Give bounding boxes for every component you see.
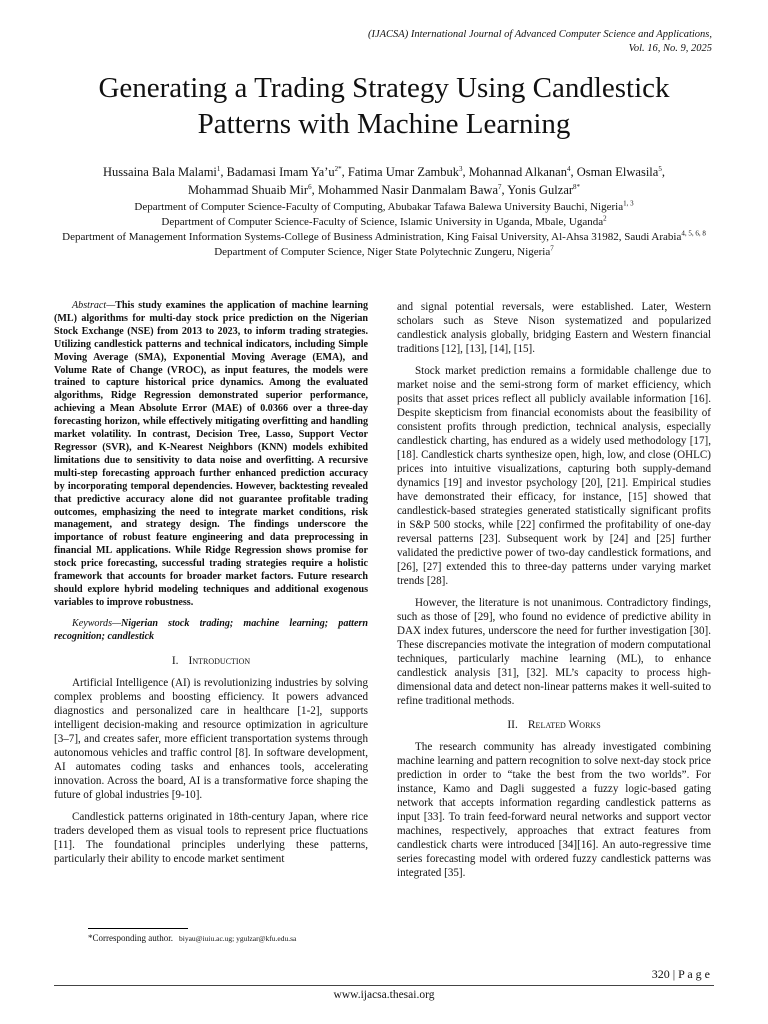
- paragraph: The research community has already investigated combining machine learning and pattern recognition to solve next-day stock price prediction in order to “take the best from the two worlds”. For instance, Kamo and Dagli suggested a fuzzy logic-based gating network that accepts information regarding candlestick patterns as input [33]. To train feed-forward neural networks and support vector machines, respectively, approaches that extract features from candlestick charts were introduced [34][16]. An auto-regressive time series forecasting model with ordered fuzzy candlestick patterns was integrated [35].: [397, 741, 711, 879]
- footer-rule: [54, 985, 714, 986]
- author: Mohammad Shuaib Mir$^6$: [187, 182, 312, 197]
- journal-header: [368, 28, 712, 56]
- paragraph: Artificial Intelligence (AI) is revolutionizing industries by solving complex problems and boosting efficiency. It powers advanced diagnostics and personalized care in healthcare [1-2], supports intelligent decision-making and resource optimization in agriculture [3–7], and creates safer, more efficient transportation systems through autonomous vehicles and traffic control [8]. In software development, AI automates coding tasks and enhances tools, accelerating innovation. Across the board, AI is a transformative force shaping the future of global industries [9-10].: [54, 676, 368, 801]
- keywords: Keywords—Nigerian stock trading; machine learning; pattern recognition; candlestick: [54, 617, 368, 642]
- footnote: *Corresponding author. biyau@iuiu.ac.ug; ygulzar@kfu.edu.sa: [88, 933, 297, 943]
- paper-title: Generating a Trading Strategy Using Candlestick Patterns with Machine Learning: [98, 72, 670, 140]
- affiliation: Department of Computer Science-Faculty of Science, Islamic University in Uganda, Mbale, Uganda$^2$: [161, 214, 607, 228]
- author: Fatima Umar Zambuk$^3$: [347, 164, 463, 179]
- journal-name: (IJACSA) International Journal of Advanced Computer Science and Applications,: [367, 29, 712, 40]
- journal-volume: Vol. 16, No. 9, 2025: [628, 43, 712, 54]
- section-heading-related-works: II. Related Works: [507, 719, 601, 731]
- author: Mohammed Nasir Danmalam Bawa$^7$: [317, 182, 502, 197]
- author: Yonis Gulzar$^{8*}$: [507, 182, 581, 197]
- paragraph: Stock market prediction remains a formidable challenge due to market noise and the semi-strong form of market efficiency, which posits that asset prices reflect all publicly available information [16]. Despite skepticism from financial economists about the feasibility of consistent profits through prediction, technical analysis, especially candlestick charting, has endured as a widely used methodology [17], [18]. Candlestick charts synthesize open, high, low, and close (OHLC) prices into intuitive visualizations, capturing both supply-demand dynamics [19] and investor psychology [20], [21]. Empirical studies have demonstrated their efficacy, for instance, [15] showed that candlestick-based strategies generated statistically significant profits in S&P 500 stocks, while [22] confirmed the profitability of one-day reversal patterns [23]. Subsequent work by [24] and [25] further validated the predictive power of two-day candlestick formations, and [26], [27] extended this to three-day patterns under varying market trends [28].: [397, 365, 711, 587]
- author-list: Hussaina Bala Malami$^1$, Badamasi Imam $Ya’u^{2*}$, Fatima Umar Zambuk$^3$, Mohannad Alkanan$^4$, Osman Elwasila$^5$, Mohammad Shuaib Mir$^6$, Mohammed Nasir Danmalam Bawa$^7$, Yonis Gulzar$^{8*}$: [103, 164, 665, 197]
- footnote-emails: biyau@iuiu.ac.ug; ygulzar@kfu.edu.sa: [179, 934, 297, 943]
- journal-website: www.ijacsa.thesai.org: [333, 989, 435, 1001]
- author: Mohannad Alkanan$^4$: [468, 164, 571, 179]
- paragraph: Candlestick patterns originated in 18th-century Japan, where rice traders developed them as visual tools to represent price fluctuations [11]. The foundational principles underlying these patterns, particularly their ability to encode market sentiment: [54, 810, 368, 865]
- author: Hussaina Bala Malami$^1$: [103, 164, 221, 179]
- affiliation: Department of Computer Science-Faculty of Computing, Abubakar Tafawa Balewa University Bauchi, Nigeria$^{1, 3}$: [134, 199, 634, 213]
- author: Osman Elwasila$^5$: [576, 164, 662, 179]
- left-column: [54, 300, 368, 874]
- affiliation: Department of Management Information Systems-College of Business Administration, King Faisal University, Al-Ahsa 31982, Saudi Arabia$^{4, 5, 6, 8}$: [62, 229, 706, 243]
- footnote-rule: [88, 928, 188, 929]
- section-heading-introduction: I. Introduction: [171, 654, 251, 667]
- page-number: 320 | P a g e: [651, 967, 710, 981]
- affiliation: Department of Computer Science, Niger State Polytechnic Zungeru, Nigeria$^7$: [214, 244, 554, 258]
- abstract: Abstract—This study examines the application of machine learning (ML) algorithms for multi-day stock price prediction on the Nigerian Stock Exchange (NSE) from 2013 to 2023, to inform trading strategies. Utilizing candlestick patterns and technical indicators, including Simple Moving Average (SMA), Exponential Moving Average (EMA), and Volume Rate of Change (VROC), as input features, the models were trained to capture historical price dynamics. Among the evaluated algorithms, Ridge Regression demonstrated superior performance, achieving a Mean Absolute Error (MAE) of 0.0366 over a three-day forecasting horizon, while effectively mitigating overfitting and handling market volatility. In contrast, Decision Tree, Lasso, Support Vector Regressor (SVR), and K-Nearest Neighbors (KNN) models exhibited limitations due to sensitivity to data noise and overfitting. A recursive multi-step forecasting approach further enhanced prediction accuracy by incorporating temporal dependencies. However, backtesting revealed that predictive accuracy alone did not guarantee profitable trading outcomes, emphasizing the need to integrate market conditions, risk management, and strategy design. The findings underscore the importance of robust feature engineering and data preprocessing in financial ML applications. While Ridge Regression shows promise for stock price forecasting, successful trading strategies require a holistic framework that accounts for broader market factors. Future research should explore hybrid modeling techniques and additional exogenous variables to improve robustness.: [54, 300, 368, 608]
- author: Badamasi Imam $Ya’u^{2*}$: [226, 164, 342, 179]
- paragraph: However, the literature is not unanimous. Contradictory findings, such as those of [29], who found no evidence of predictive ability in DAX index futures, underscore the need for further investigation [30]. These discrepancies motivate the integration of modern computational techniques, particularly machine learning (ML), to enhance candlestick analysis [31], [32]. ML’s capacity to process high-dimensional data and detect non-linear patterns makes it well-suited to refine traditional methods.: [397, 597, 711, 707]
- affiliations: [40, 200, 728, 260]
- right-column: [397, 300, 711, 888]
- paragraph: and signal potential reversals, were established. Later, Western scholars such as Steve Nison systematized and popularized candlestick analysis globally, bridging Eastern and Western financial traditions [12], [13], [14], [15].: [397, 301, 711, 355]
